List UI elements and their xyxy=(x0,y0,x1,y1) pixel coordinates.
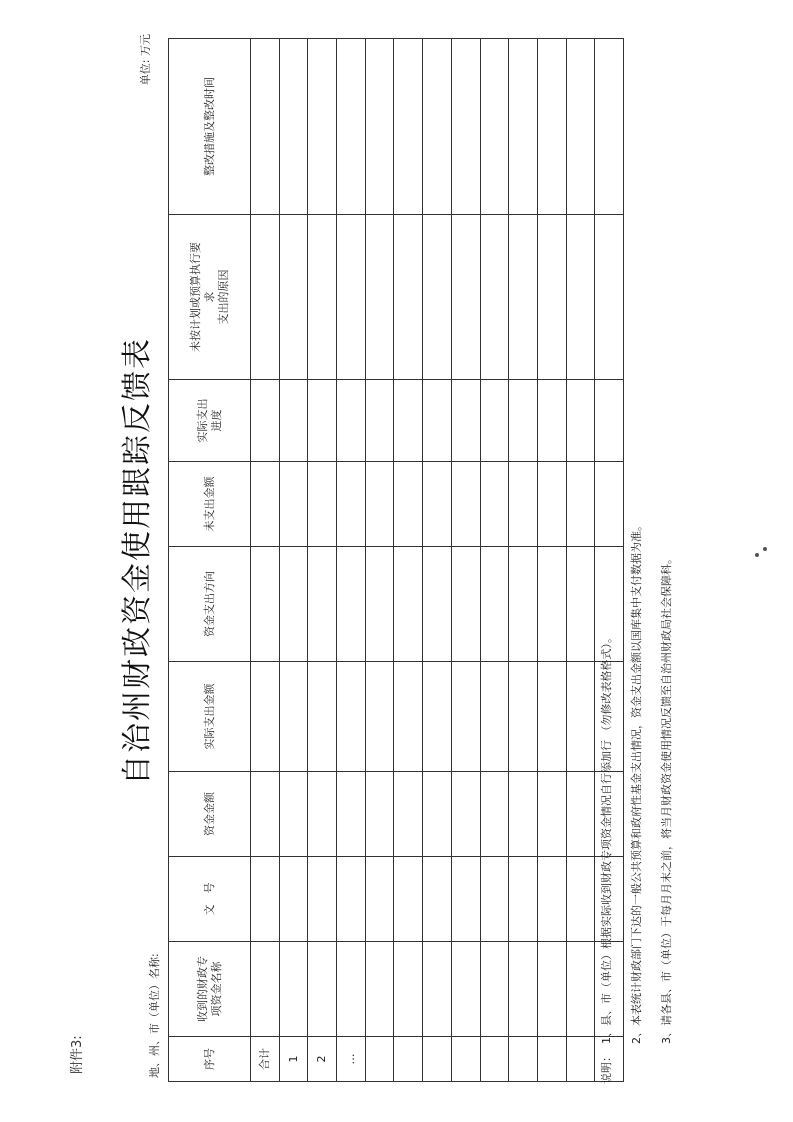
table-cell xyxy=(509,462,538,547)
table-cell xyxy=(595,39,624,215)
table-row xyxy=(394,39,423,1082)
table-cell xyxy=(251,857,280,942)
table-cell xyxy=(566,772,595,857)
table-cell xyxy=(308,215,337,380)
table-cell xyxy=(279,772,308,857)
table-cell xyxy=(480,547,509,662)
scan-speck xyxy=(763,547,767,551)
table-cell xyxy=(509,215,538,380)
table-row xyxy=(251,39,280,1082)
table-cell xyxy=(337,942,366,1037)
table-cell xyxy=(251,380,280,462)
table-cell xyxy=(509,662,538,772)
table-cell xyxy=(365,215,394,380)
table-row xyxy=(365,39,394,1082)
table-cell xyxy=(480,39,509,215)
table-cell xyxy=(451,39,480,215)
table-cell xyxy=(337,380,366,462)
table-cell xyxy=(251,772,280,857)
table-cell xyxy=(451,857,480,942)
row-label-cell xyxy=(365,1037,394,1082)
table-cell xyxy=(365,857,394,942)
table-cell xyxy=(480,857,509,942)
table-cell xyxy=(509,547,538,662)
column-header: 整改措施及整改时间 xyxy=(169,39,251,215)
column-header: 序号 xyxy=(169,1037,251,1082)
table-cell xyxy=(566,215,595,380)
table-cell xyxy=(566,462,595,547)
table-cell xyxy=(537,547,566,662)
column-header: 资金支出方向 xyxy=(169,547,251,662)
table-cell xyxy=(537,772,566,857)
table-cell xyxy=(480,380,509,462)
row-label-cell xyxy=(509,1037,538,1082)
table-cell xyxy=(509,857,538,942)
table-cell xyxy=(251,39,280,215)
table-cell xyxy=(279,39,308,215)
table-cell xyxy=(480,215,509,380)
table-cell xyxy=(595,215,624,380)
table-cell xyxy=(337,857,366,942)
table-cell xyxy=(365,547,394,662)
column-header: 实际支出 进度 xyxy=(169,380,251,462)
table-row xyxy=(337,39,366,1082)
table-cell xyxy=(394,39,423,215)
note-line-2 xyxy=(622,520,652,1084)
table-cell xyxy=(308,547,337,662)
table-cell xyxy=(394,857,423,942)
table-row xyxy=(509,39,538,1082)
table-cell xyxy=(337,215,366,380)
attachment-label: 附件3: xyxy=(70,1035,85,1074)
table-cell xyxy=(279,857,308,942)
table-cell xyxy=(279,547,308,662)
table-cell xyxy=(308,662,337,772)
table-cell xyxy=(566,547,595,662)
row-label-cell xyxy=(537,1037,566,1082)
table-cell xyxy=(423,547,452,662)
table-cell xyxy=(308,942,337,1037)
row-label-cell xyxy=(566,1037,595,1082)
table-cell xyxy=(423,39,452,215)
table-cell xyxy=(394,215,423,380)
table-cell xyxy=(566,39,595,215)
notes xyxy=(592,520,682,1084)
table-cell xyxy=(394,547,423,662)
table-body xyxy=(251,39,624,1082)
row-label-cell xyxy=(480,1037,509,1082)
table-cell xyxy=(537,462,566,547)
table-cell xyxy=(251,547,280,662)
table-cell xyxy=(451,462,480,547)
table-cell xyxy=(423,462,452,547)
column-header: 资金金额 xyxy=(169,772,251,857)
table-cell xyxy=(365,772,394,857)
table-cell xyxy=(365,662,394,772)
table-cell xyxy=(337,462,366,547)
table-cell xyxy=(365,462,394,547)
table-cell xyxy=(509,39,538,215)
table-cell xyxy=(537,39,566,215)
table-cell xyxy=(394,380,423,462)
table-cell xyxy=(365,39,394,215)
table-cell xyxy=(423,857,452,942)
table-cell xyxy=(451,662,480,772)
table-cell xyxy=(423,662,452,772)
header-row xyxy=(169,39,251,1082)
note-text: 3、请各县、市（单位）于每月月末之前，将当月财政资金使用情况反馈至自治州财政局社会保障科。 xyxy=(660,553,673,1044)
table-row xyxy=(279,39,308,1082)
table-cell xyxy=(337,547,366,662)
table-cell xyxy=(423,772,452,857)
table-cell xyxy=(251,942,280,1037)
table-cell xyxy=(308,857,337,942)
table-cell xyxy=(480,772,509,857)
table-cell xyxy=(480,462,509,547)
note-text: 2、本表统计财政部门下达的一般公共预算和政府性基金支出情况，资金支出金额以国库集中支付数据为准。 xyxy=(630,520,643,1044)
table-cell xyxy=(451,380,480,462)
column-header: 实际支出金额 xyxy=(169,662,251,772)
table-cell xyxy=(509,772,538,857)
row-label-cell: 合计 xyxy=(251,1037,280,1082)
table-cell xyxy=(308,39,337,215)
table-cell xyxy=(279,215,308,380)
table-cell xyxy=(279,462,308,547)
table-cell xyxy=(451,215,480,380)
table-cell xyxy=(251,215,280,380)
table-cell xyxy=(394,942,423,1037)
table-cell xyxy=(509,942,538,1037)
table-cell xyxy=(251,462,280,547)
table-cell xyxy=(480,942,509,1037)
table-row xyxy=(537,39,566,1082)
note-line-1 xyxy=(592,520,622,1084)
table-cell xyxy=(423,942,452,1037)
table-cell xyxy=(423,380,452,462)
scan-speck xyxy=(755,553,759,557)
row-label-cell xyxy=(394,1037,423,1082)
table-cell xyxy=(509,380,538,462)
table-row xyxy=(566,39,595,1082)
table-cell xyxy=(537,215,566,380)
column-header: 未支出金额 xyxy=(169,462,251,547)
note-line-3 xyxy=(652,520,682,1084)
table-cell xyxy=(537,662,566,772)
table-cell xyxy=(365,380,394,462)
table-cell xyxy=(566,857,595,942)
row-label-cell: … xyxy=(337,1037,366,1082)
table-row xyxy=(308,39,337,1082)
table-cell xyxy=(279,942,308,1037)
region-label: 地、州、市（单位）名称: xyxy=(148,953,161,1078)
column-header: 收到的财政专 项资金名称 xyxy=(169,942,251,1037)
notes-prefix: 说明： xyxy=(600,1051,613,1084)
table-cell xyxy=(537,380,566,462)
row-label-cell xyxy=(423,1037,452,1082)
table-cell xyxy=(566,380,595,462)
unit-label: 单位: 万元 xyxy=(139,34,152,86)
table-cell xyxy=(451,547,480,662)
table-cell xyxy=(394,772,423,857)
table-cell xyxy=(279,380,308,462)
table-row xyxy=(423,39,452,1082)
table-cell xyxy=(337,39,366,215)
table-row xyxy=(480,39,509,1082)
table-cell xyxy=(451,942,480,1037)
table-cell xyxy=(337,772,366,857)
table-cell xyxy=(251,662,280,772)
table-cell xyxy=(537,857,566,942)
table-cell xyxy=(480,662,509,772)
table-cell xyxy=(365,942,394,1037)
table-cell xyxy=(308,772,337,857)
table-cell xyxy=(595,380,624,462)
table-cell xyxy=(566,662,595,772)
table-cell xyxy=(279,662,308,772)
page-title: 自治州财政资金使用跟踪反馈表 xyxy=(120,337,155,785)
row-label-cell xyxy=(451,1037,480,1082)
report-table xyxy=(168,38,624,1082)
table-cell xyxy=(337,662,366,772)
row-label-cell: 1 xyxy=(279,1037,308,1082)
table-cell xyxy=(394,462,423,547)
table-cell xyxy=(423,215,452,380)
table-cell xyxy=(537,942,566,1037)
note-text: 1、县、市（单位）根据实际收到财政专项资金情况自行添加行 （勿修改表格格式）。 xyxy=(600,632,613,1044)
table-cell xyxy=(451,772,480,857)
column-header: 文 号 xyxy=(169,857,251,942)
table-cell xyxy=(308,462,337,547)
row-label-cell: 2 xyxy=(308,1037,337,1082)
column-header: 未按计划或预算执行要 求 支出的原因 xyxy=(169,215,251,380)
table-row xyxy=(451,39,480,1082)
table-cell xyxy=(308,380,337,462)
table-cell xyxy=(394,662,423,772)
table-cell xyxy=(566,942,595,1037)
